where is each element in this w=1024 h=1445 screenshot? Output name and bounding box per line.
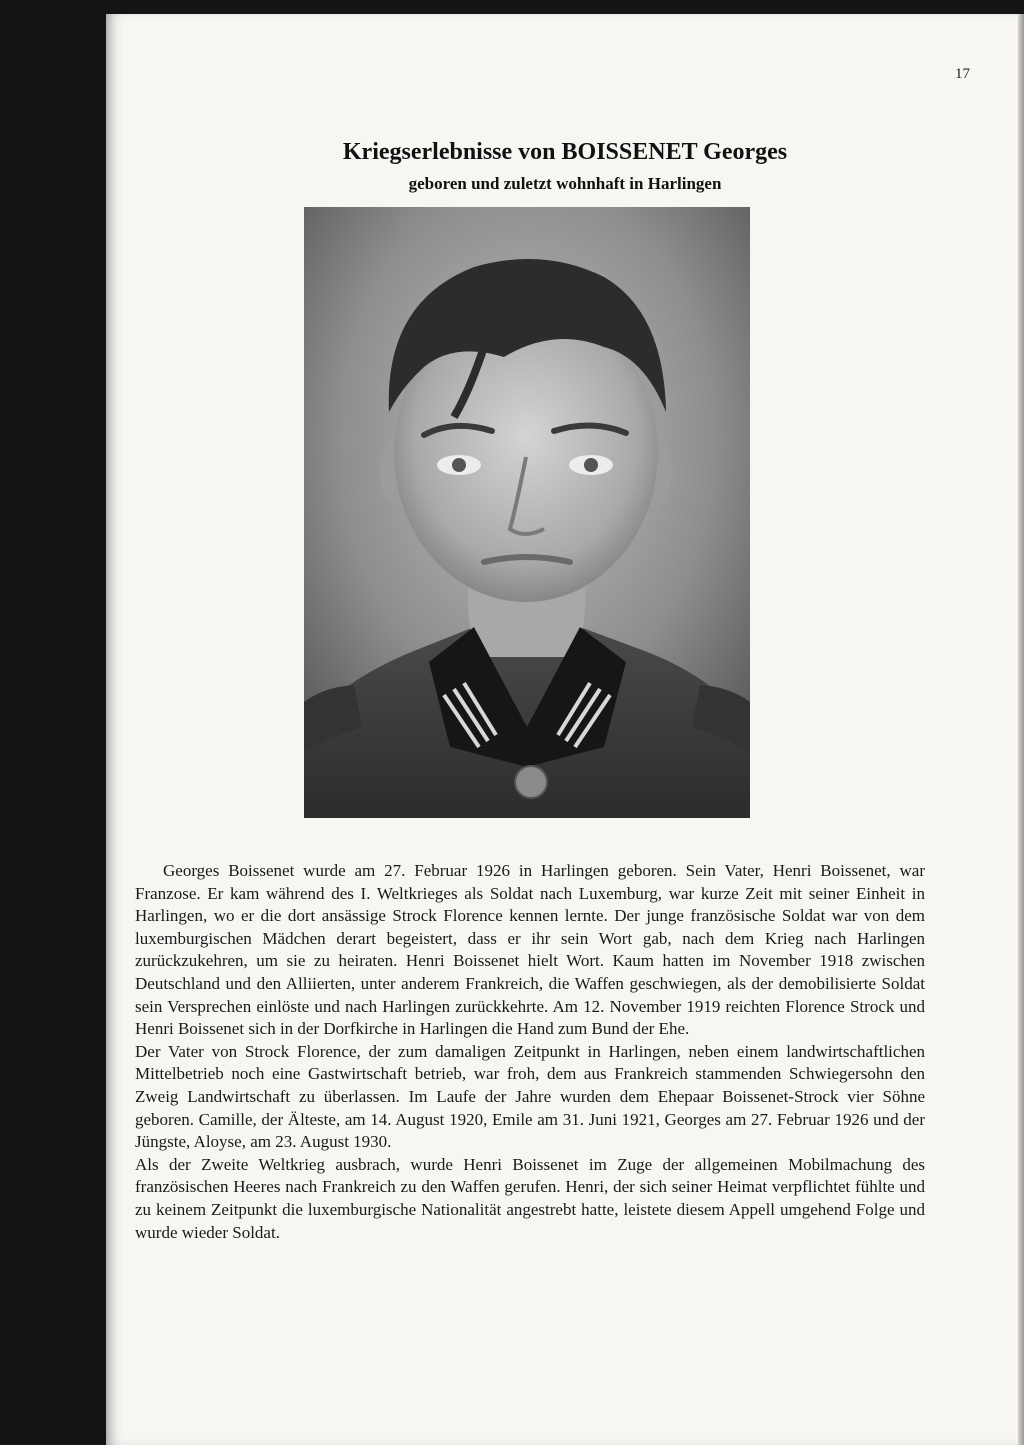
iris-left	[452, 458, 466, 472]
page-sheet	[106, 14, 1024, 1445]
paragraph: Der Vater von Strock Florence, der zum damaligen Zeitpunkt in Harlingen, neben einem landwirtschaftlichen Mittelbetrieb noch eine Gastwirtschaft betrieb, war froh, dem aus Frankreich stammenden Schwiegersohn den Zweig Landwirtschaft zu überlassen. Im Laufe der Jahre wurden dem Ehepaar Boissenet-Strock vier Söhne geboren. Camille, der Älteste, am 14. August 1920, Emile am 31. Juni 1921, Georges am 27. Februar 1926 und der Jüngste, Aloyse, am 23. August 1930.	[135, 1041, 925, 1152]
page-edge	[1018, 14, 1024, 1445]
page-subtitle: geboren und zuletzt wohnhaft in Harlingen	[408, 174, 722, 193]
article-body	[135, 860, 925, 1244]
uniform-button	[515, 766, 547, 798]
paragraph: Georges Boissenet wurde am 27. Februar 1926 in Harlingen geboren. Sein Vater, Henri Boissenet, war Franzose. Er kam während des I. Weltkrieges als Soldat nach Luxemburg, war kurze Zeit mit seiner Einheit in Harlingen, wo er die dort ansässige Strock Florence kennen lernte. Der junge französische Soldat war von dem luxemburgischen Mädchen derart begeistert, dass er ihr sein Wort gab, nach dem Krieg nach Harlingen zurückzukehren, um sie zu heiraten. Henri Boissenet hielt Wort. Kaum hatten im November 1918 zwischen Deutschland und den Alliierten, unter anderem Frankreich, die Waffen geschwiegen, als der demobilisierte Soldat sein Versprechen einlöste und nach Harlingen zurückkehrte. Am 12. November 1919 reichten Florence Strock und Henri Boissenet sich in der Dorfkirche in Harlingen die Hand zum Bund der Ehe.	[135, 861, 925, 1039]
portrait-illustration	[304, 207, 750, 818]
portrait-photo	[304, 207, 750, 818]
page-number: 17	[955, 66, 970, 82]
page-title: Kriegserlebnisse von BOISSENET Georges	[342, 139, 788, 165]
iris-right	[584, 458, 598, 472]
paragraph: Als der Zweite Weltkrieg ausbrach, wurde Henri Boissenet im Zuge der allgemeinen Mobilmachung des französischen Heeres nach Frankreich zu den Waffen gerufen. Henri, der sich seiner Heimat verpflichtet fühlte und zu keinem Zeitpunkt die luxemburgische Nationalität angestrebt hatte, leistete diesem Appell umgehend Folge und wurde wieder Soldat.	[135, 1154, 925, 1242]
